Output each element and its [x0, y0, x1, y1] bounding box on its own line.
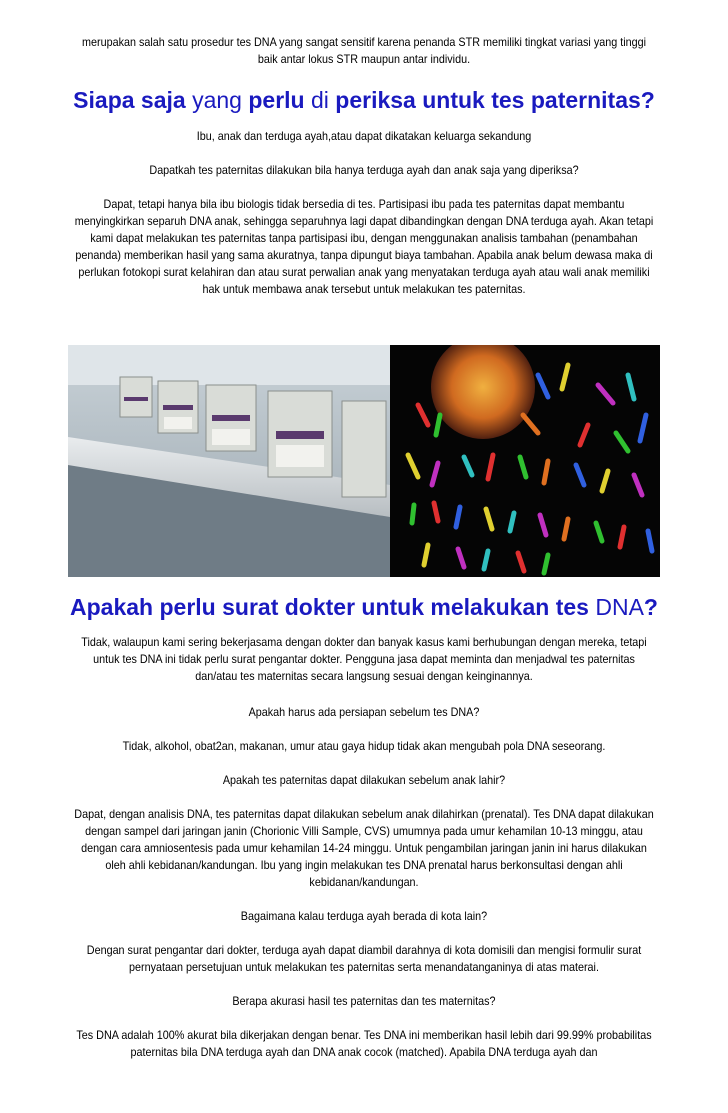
question-father-child-only: Dapatkah tes paternitas dilakukan bila hanya terduga ayah dan anak saja yang diperiksa?	[149, 164, 579, 177]
question-accuracy: Berapa akurasi hasil tes paternitas dan tes maternitas?	[232, 995, 496, 1008]
question-preparation: Apakah harus ada persiapan sebelum tes DNA?	[248, 706, 480, 719]
intro-paragraph: merupakan salah satu prosedur tes DNA yang sangat sensitif karena penanda STR memiliki tingkat variasi yang tinggi baik antar lokus STR maupun antar individu.	[82, 36, 646, 66]
answer-doctor-letter: Tidak, walaupun kami sering bekerjasama dengan dokter dan banyak kasus kami berhubungan dengan mereka, tetapi untuk tes DNA ini tidak perlu surat pengantar dokter. Pengguna jasa dapat meminta dan menjadwal tes paternitas dan/atau tes maternitas secara langsung sesuai dengan keinginannya.	[81, 636, 647, 683]
question-other-city: Bagaimana kalau terduga ayah berada di kota lain?	[240, 910, 488, 923]
question-prenatal: Apakah tes paternitas dapat dilakukan sebelum anak lahir?	[222, 774, 506, 787]
answer-who: Ibu, anak dan terduga ayah,atau dapat dikatakan keluarga sekandung	[196, 130, 532, 143]
dna-lab-photo	[68, 345, 660, 577]
answer-preparation: Tidak, alkohol, obat2an, makanan, umur atau gaya hidup tidak akan mengubah pola DNA seseorang.	[122, 740, 606, 753]
section-heading-who: Siapa saja yang perlu di periksa untuk tes paternitas?	[73, 87, 655, 113]
answer-father-child-only: Dapat, tetapi hanya bila ibu biologis tidak bersedia di tes. Partisipasi ibu pada tes paternitas dapat membantu menyingkirkan separuh DNA anak, sehingga separuhnya lagi dapat dibandingkan dengan DNA terduga ayah. Akan tetapi kami dapat melakukan tes paternitas tanpa partisipasi ibu, dengan menggunakan analisis tambahan (penambahan penanda) memberikan hasil yang sama akuratnya, tanpa dipungut biaya tambahan. Apabila anak belum dewasa maka di perlukan fotokopi surat kelahiran dan atau surat perwalian anak yang menyatakan terduga ayah atau wali anak memiliki hak untuk membawa anak tersebut untuk melakukan tes paternitas.	[74, 198, 654, 296]
answer-accuracy: Tes DNA adalah 100% akurat bila dikerjakan dengan benar. Tes DNA ini memberikan hasil lebih dari 99.99% probabilitas paternitas bila DNA terduga ayah dan DNA anak cocok (matched). Apabila DNA terduga ayah dan	[76, 1029, 652, 1059]
answer-other-city: Dengan surat pengantar dari dokter, terduga ayah dapat diambil darahnya di kota domisili dan mengisi formulir surat pernyataan persetujuan untuk melakukan tes paternitas serta menandatanganinya di atas materai.	[86, 944, 642, 974]
section-heading-doctor-letter: Apakah perlu surat dokter untuk melakukan tes DNA?	[70, 594, 658, 620]
answer-prenatal: Dapat, dengan analisis DNA, tes paternitas dapat dilakukan sebelum anak dilahirkan (prenatal). Tes DNA dapat dilakukan dengan sampel dari jaringan janin (Chorionic Villi Sample, CVS) umumnya pada umur kehamilan 10-13 minggu, atau dengan cara amniosentesis pada umur kehamilan 14-24 minggu. Untuk pengambilan jaringan janin ini harus dilakukan oleh ahli kebidanan/kandungan. Ibu yang ingin melakukan tes DNA prenatal harus berkonsultasi dengan ahli kebidanan/kandungan.	[74, 808, 654, 889]
